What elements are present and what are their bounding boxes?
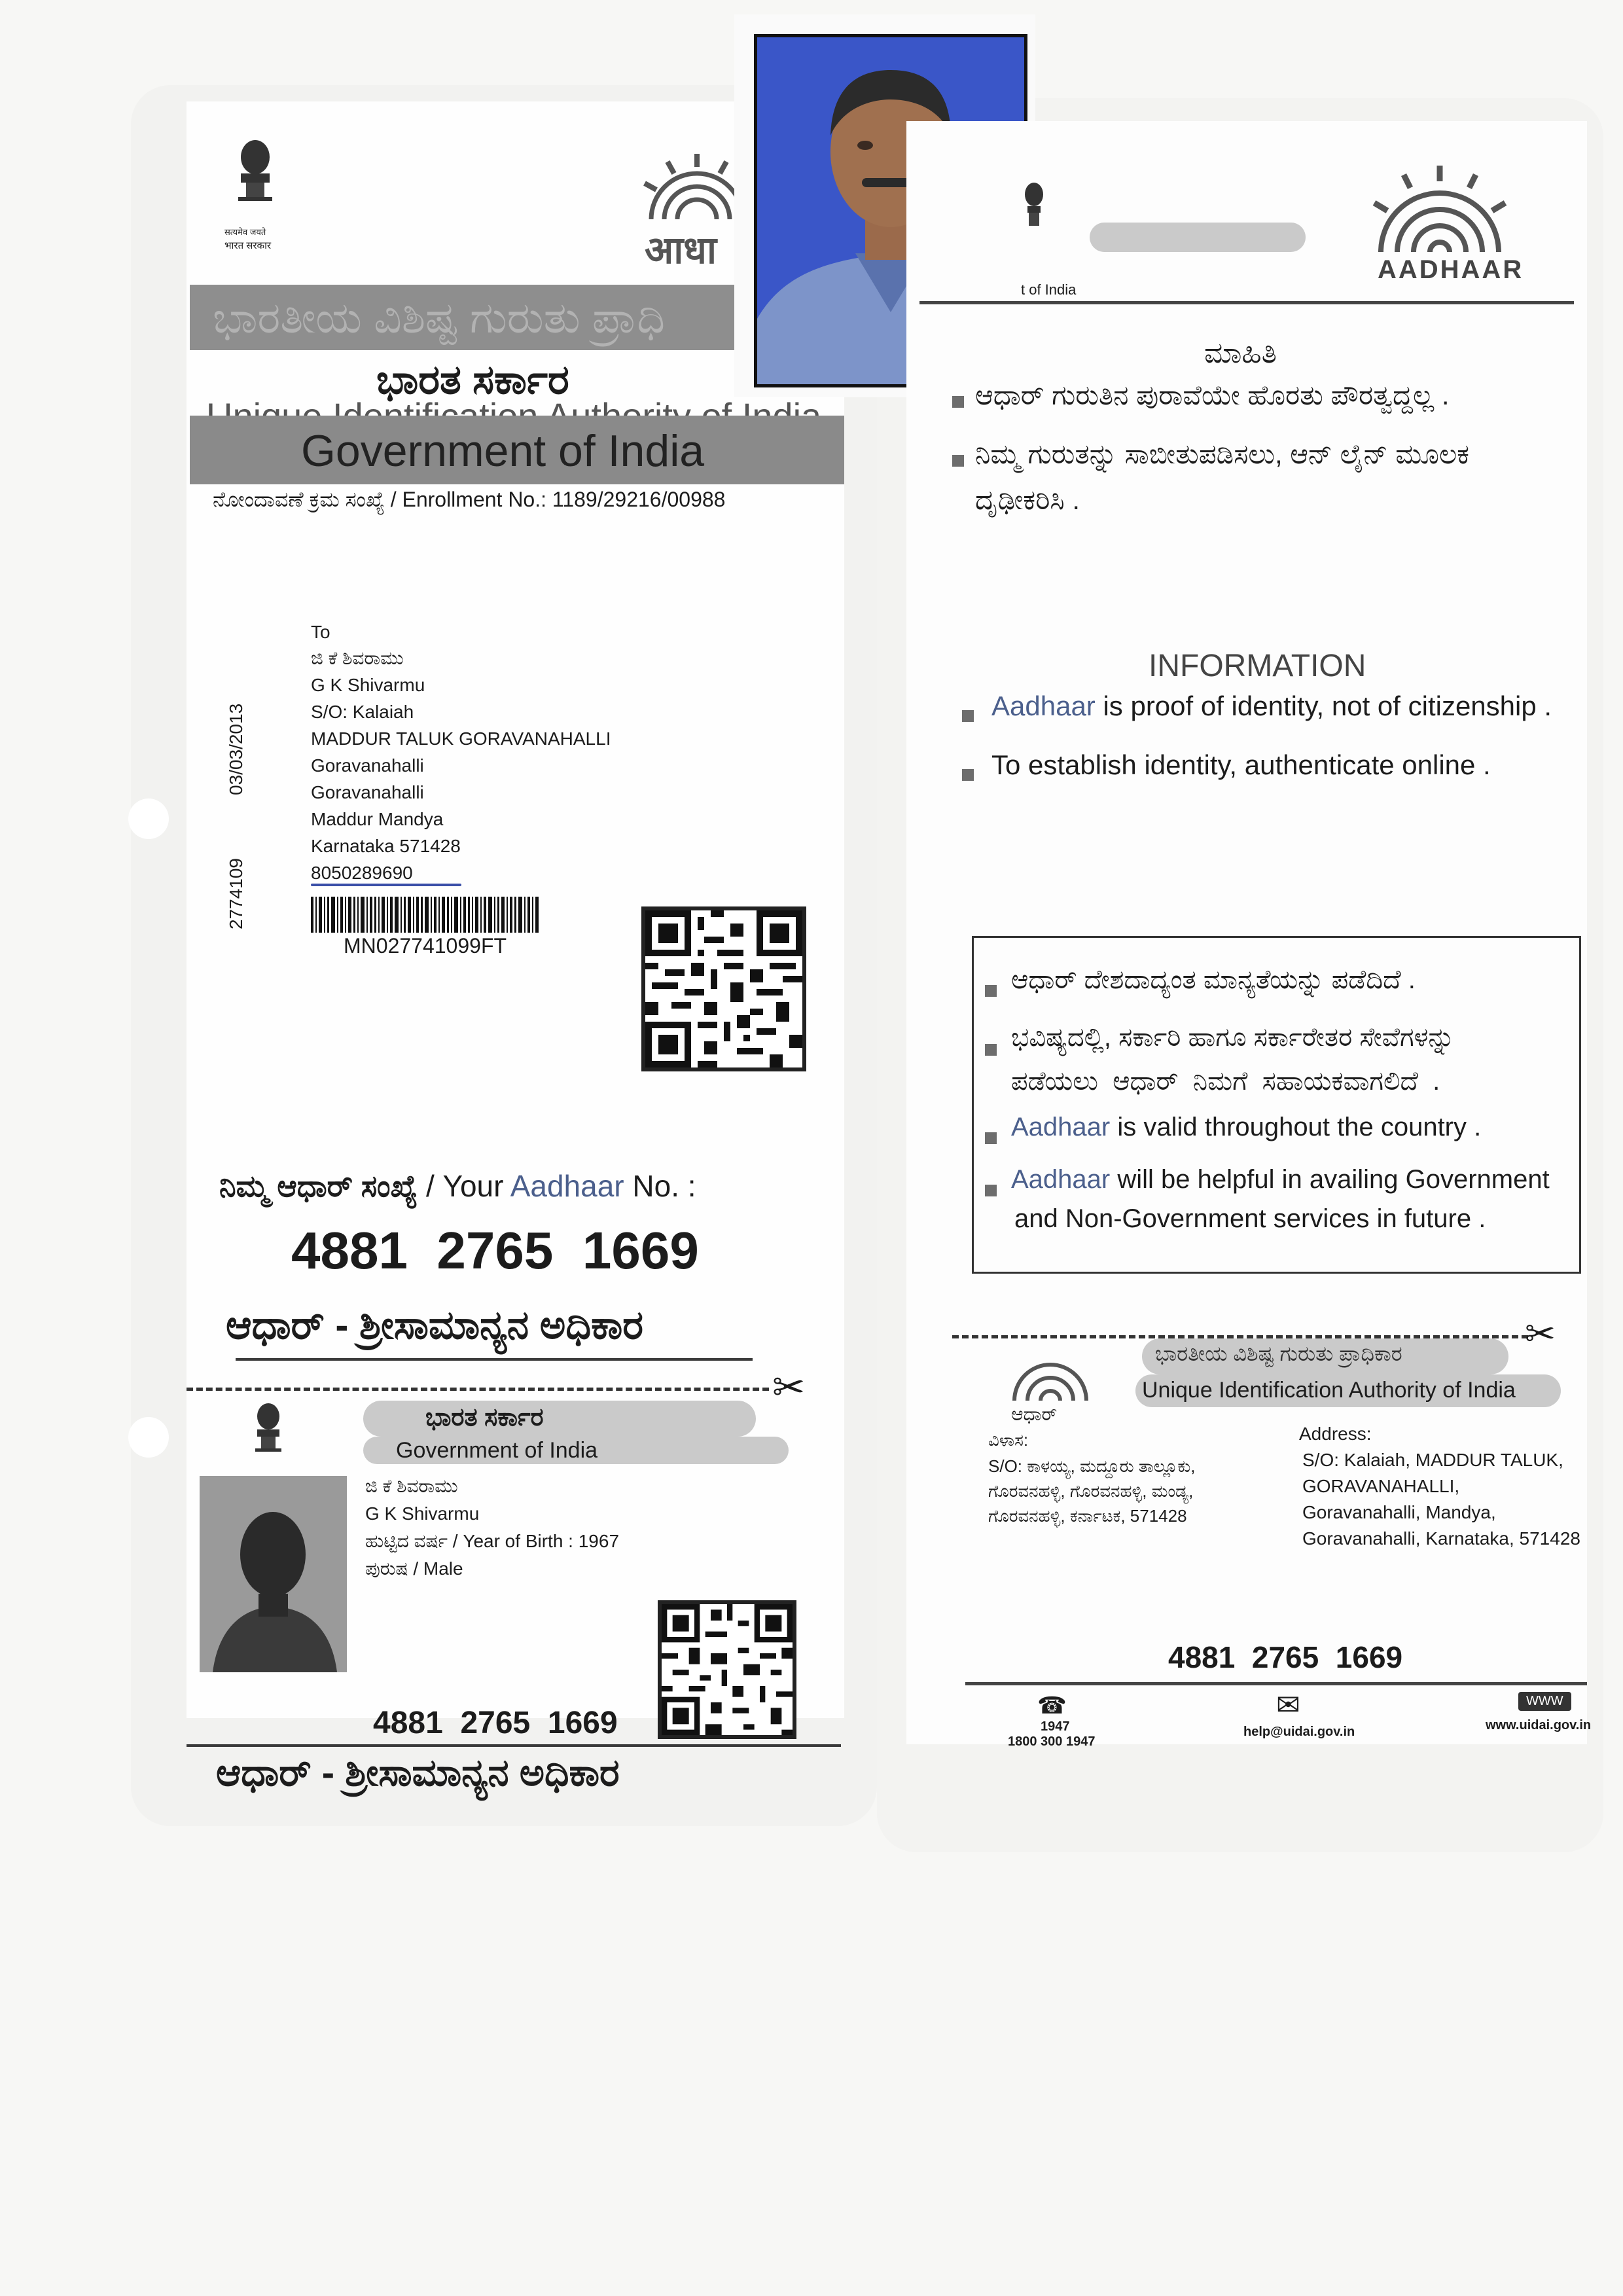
- emblem-caption-motto: सत्यमेव जयते: [224, 227, 266, 237]
- address-name-kannada: ಜಿ ಕೆ ಶಿವರಾಮು: [311, 648, 404, 668]
- info-heading: INFORMATION: [1149, 649, 1366, 683]
- box-bullet-1: [985, 985, 997, 997]
- address-line-4: Maddur Mandya: [311, 809, 444, 829]
- barcode-text: MN027741099FT: [344, 934, 507, 958]
- info-line-1: [991, 691, 1552, 722]
- tagline: ಆಧಾರ್ - ಶ್ರೀಸಾಮಾನ್ಯನ ಅಧಿಕಾರ: [226, 1303, 644, 1347]
- address-english-3: Goravanahalli, Mandya,: [1302, 1502, 1496, 1522]
- address-english-2: GORAVANAHALLI,: [1302, 1476, 1460, 1496]
- box-bullet-4: [985, 1185, 997, 1196]
- address-line-2: Goravanahalli: [311, 755, 424, 776]
- uidai-small-logo-icon: [1001, 1348, 1099, 1404]
- info-line-1-word: Aadhaar: [991, 691, 1096, 721]
- info-kannada-2a: ನಿಮ್ಮ ಗುರುತನ್ನು ಸಾಬೀತುಪಡಿಸಲು, ಆನ್ ಲೈನ್ ಮೂಲಕ: [975, 439, 1470, 469]
- aadhaar-logo-text: आधा: [645, 229, 717, 272]
- mini-card-emblem-icon: [249, 1401, 288, 1463]
- govt-kannada-title: ಭಾರತ ಸರ್ಕಾರ: [376, 357, 569, 403]
- right-aadhaar-logo-text: AADHAAR: [1378, 255, 1524, 284]
- punch-hole-top: [128, 798, 169, 839]
- info-kannada-heading: ಮಾಹಿತಿ: [1204, 337, 1277, 369]
- box-kannada-2b: ಪಡೆಯಲು ಆಧಾರ್ ನಿಮಗೆ ಸಹಾಯಕವಾಗಲಿದೆ .: [1011, 1067, 1440, 1096]
- aadhaar-number-label-sep: / Your: [418, 1169, 510, 1203]
- mini-card-name: G K Shivarmu: [365, 1503, 480, 1524]
- govt-english-title: Government of India: [301, 426, 705, 476]
- box-bullet-3: [985, 1132, 997, 1144]
- aadhaar-number-label: [219, 1168, 696, 1205]
- address-kannada-1: S/O: ಕಾಳಯ್ಯ, ಮದ್ದೂರು ತಾಲ್ಲೂಕು,: [988, 1456, 1196, 1476]
- mini-card-tagline: ಆಧಾರ್ - ಶ್ರೀಸಾಮಾನ್ಯನ ಅಧಿಕಾರ: [216, 1751, 620, 1794]
- punch-hole-bottom: [128, 1417, 169, 1458]
- right-footer-rule: [965, 1682, 1587, 1685]
- aadhaar-number: 4881 2765 1669: [291, 1221, 699, 1280]
- vertical-date: 03/03/2013: [226, 703, 246, 795]
- vertical-code: 2774109: [226, 857, 246, 929]
- qr-code: [641, 906, 806, 1071]
- info-line-1-rest: is proof of identity, not of citizenship .: [1095, 691, 1552, 721]
- info-line-2: To establish identity, authenticate online .: [991, 749, 1491, 780]
- mini-card-rule: [187, 1744, 841, 1747]
- info-bullet-1: [962, 710, 974, 722]
- header-band-text: ಭಾರತೀಯ ವಿಶಿಷ್ಟ ಗುರುತು ಪ್ರಾಧಿ: [213, 293, 666, 342]
- address-to: To: [311, 622, 330, 642]
- address-line-3: Goravanahalli: [311, 782, 424, 802]
- address-line-5: Karnataka 571428: [311, 836, 461, 856]
- info-bullet-2: [962, 769, 974, 781]
- aadhaar-info-card: [906, 121, 1592, 1749]
- address-kannada-label: ವಿಳಾಸ:: [988, 1430, 1029, 1450]
- aadhaar-number-label-word: Aadhaar: [510, 1169, 624, 1203]
- mini-card-photo: [200, 1476, 347, 1672]
- right-header-rule: [919, 301, 1574, 304]
- email-address: help@uidai.gov.in: [1243, 1725, 1355, 1739]
- mini-card-aadhaar-number: 4881 2765 1669: [373, 1706, 618, 1740]
- right-header-smear: [1090, 223, 1306, 252]
- address-phone: 8050289690: [311, 863, 413, 883]
- info-kannada-bullet-2: [952, 455, 964, 467]
- address-label: Address:: [1299, 1424, 1372, 1444]
- right-aadhaar-logo-icon: [1358, 160, 1522, 259]
- box-english-1: [1011, 1113, 1481, 1142]
- address-english-4: Goravanahalli, Karnataka, 571428: [1302, 1528, 1580, 1549]
- address-line-1: MADDUR TALUK GORAVANAHALLI: [311, 728, 611, 749]
- info-kannada-2b: ದೃಢೀಕರಿಸಿ .: [975, 484, 1080, 515]
- cut-line: [187, 1388, 769, 1391]
- www-badge: WWW: [1518, 1692, 1571, 1711]
- info-kannada-bullet-1: [952, 396, 964, 408]
- scissors-icon: ✂: [772, 1365, 806, 1409]
- info-kannada-1: ಆಧಾರ್ ಗುರುತಿನ ಪುರಾವೆಯೇ ಹೊರತು ಪೌರತ್ವದ್ದಲ್ಲ .: [975, 380, 1450, 410]
- phone-tollfree: 1800 300 1947: [1008, 1734, 1096, 1749]
- address-kannada-2: ಗೊರವನಹಳ್ಳಿ, ಗೊರವನಹಳ್ಳಿ, ಮಂಡ್ಯ,: [988, 1481, 1194, 1501]
- box-english-2-word: Aadhaar: [1011, 1165, 1111, 1194]
- phone-icon: ☎: [1037, 1692, 1067, 1719]
- tagline-rule: [236, 1358, 753, 1361]
- mini-card-header-smear: [363, 1401, 756, 1437]
- uidai-english: Unique Identification Authority of India: [1142, 1378, 1516, 1403]
- phone-short: 1947: [1041, 1719, 1070, 1734]
- right-scissors-icon: ✂: [1525, 1313, 1556, 1354]
- mini-card-qr-code: [658, 1600, 796, 1739]
- email-icon: ✉: [1276, 1689, 1300, 1721]
- address-relation: S/O: Kalaiah: [311, 702, 414, 722]
- box-english-2: [1011, 1165, 1550, 1194]
- uidai-small-logo-text: ಆಧಾರ್: [1011, 1404, 1058, 1424]
- box-english-1-word: Aadhaar: [1011, 1113, 1111, 1141]
- enrollment-number: ನೋಂದಾವಣೆ ಕ್ರಮ ಸಂಖ್ಯೆ / Enrollment No.: 1189/29216/00988: [213, 488, 726, 511]
- mini-card-govt-english: Government of India: [396, 1438, 598, 1463]
- box-bullet-2: [985, 1044, 997, 1056]
- box-kannada-2a: ಭವಿಷ್ಯದಲ್ಲಿ, ಸರ್ಕಾರಿ ಹಾಗೂ ಸರ್ಕಾರೇತರ ಸೇವೆಗಳನ್ನು: [1011, 1023, 1455, 1052]
- aadhaar-number-label-end: No. :: [624, 1169, 696, 1203]
- right-emblem-caption: t of India: [1021, 281, 1077, 298]
- right-emblem-icon: [1021, 180, 1047, 239]
- box-english-2b: and Non-Government services in future .: [1014, 1204, 1486, 1233]
- uidai-kannada: ಭಾರತೀಯ ವಿಶಿಷ್ಟ ಗುರುತು ಪ್ರಾಧಿಕಾರ: [1155, 1342, 1402, 1365]
- mini-card-yob: ಹುಟ್ಟಿದ ವರ್ಷ / Year of Birth : 1967: [365, 1531, 620, 1551]
- mini-card-gender: ಪುರುಷ / Male: [365, 1558, 463, 1579]
- box-english-1-rest: is valid throughout the country .: [1110, 1113, 1482, 1141]
- address-name: G K Shivarmu: [311, 675, 425, 695]
- emblem-caption-govt: भारत सरकार: [224, 240, 272, 251]
- aadhaar-number-label-kannada: ನಿಮ್ಮ ಆಧಾರ್ ಸಂಖ್ಯೆ: [219, 1169, 418, 1203]
- national-emblem-icon: [229, 137, 281, 216]
- phone-underline-ink: [311, 884, 461, 886]
- barcode: [311, 897, 540, 933]
- website-url: www.uidai.gov.in: [1486, 1718, 1592, 1732]
- box-kannada-1: ಆಧಾರ್ ದೇಶದಾದ್ಯಂತ ಮಾನ್ಯತೆಯನ್ನು ಪಡೆದಿದೆ .: [1011, 965, 1416, 994]
- address-english-1: S/O: Kalaiah, MADDUR TALUK,: [1302, 1450, 1563, 1470]
- mini-card-name-kannada: ಜಿ ಕೆ ಶಿವರಾಮು: [365, 1476, 458, 1496]
- address-kannada-3: ಗೊರವನಹಳ್ಳಿ, ಕರ್ನಾಟಕ, 571428: [988, 1506, 1187, 1526]
- mini-card-govt-kannada: ಭಾರತ ಸರ್ಕಾರ: [425, 1404, 544, 1431]
- box-english-2-rest: will be helpful in availing Government: [1110, 1165, 1550, 1194]
- right-aadhaar-number: 4881 2765 1669: [1168, 1640, 1403, 1674]
